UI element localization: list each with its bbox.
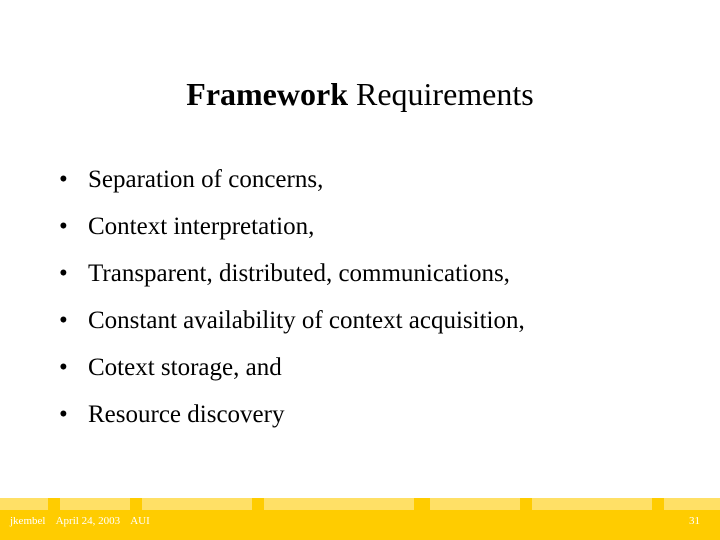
bullet-icon: • <box>59 354 68 381</box>
bullet-icon: • <box>59 401 68 428</box>
footer-segment <box>142 498 252 510</box>
footer-segment <box>264 498 414 510</box>
footer-author: jkembel <box>10 515 46 527</box>
bullet-text: Transparent, distributed, communications, <box>88 260 510 287</box>
bullet-text: Context interpretation, <box>88 213 315 240</box>
bullet-icon: • <box>59 166 68 193</box>
bullet-text: Cotext storage, and <box>88 354 282 381</box>
bullet-icon: • <box>59 307 68 334</box>
bullet-item <box>59 299 525 346</box>
slide-title <box>0 74 720 114</box>
footer-segment <box>532 498 652 510</box>
bullet-text: Resource discovery <box>88 401 285 428</box>
footer-bar <box>0 498 720 540</box>
footer-info <box>10 515 158 527</box>
footer-segment <box>430 498 520 510</box>
bullet-item <box>59 205 525 252</box>
bullet-item <box>59 393 525 440</box>
bullet-text: Constant availability of context acquisition, <box>88 307 525 334</box>
footer-segment <box>664 498 720 510</box>
bullet-text: Separation of concerns, <box>88 166 324 193</box>
slide-title-bold: Framework <box>186 76 348 112</box>
footer-segment <box>60 498 130 510</box>
footer-segment <box>0 498 48 510</box>
bullet-item <box>59 252 525 299</box>
footer-decorative-strip <box>0 498 720 510</box>
footer-date: April 24, 2003 <box>55 515 121 527</box>
slide-title-rest: Requirements <box>347 76 534 112</box>
bullet-item <box>59 346 525 393</box>
bullet-item <box>59 158 525 205</box>
bullet-icon: • <box>59 213 68 240</box>
bullet-icon: • <box>59 260 68 287</box>
page-number: 31 <box>689 515 700 527</box>
footer-org: AUI <box>130 515 150 527</box>
bullet-list <box>59 158 525 440</box>
